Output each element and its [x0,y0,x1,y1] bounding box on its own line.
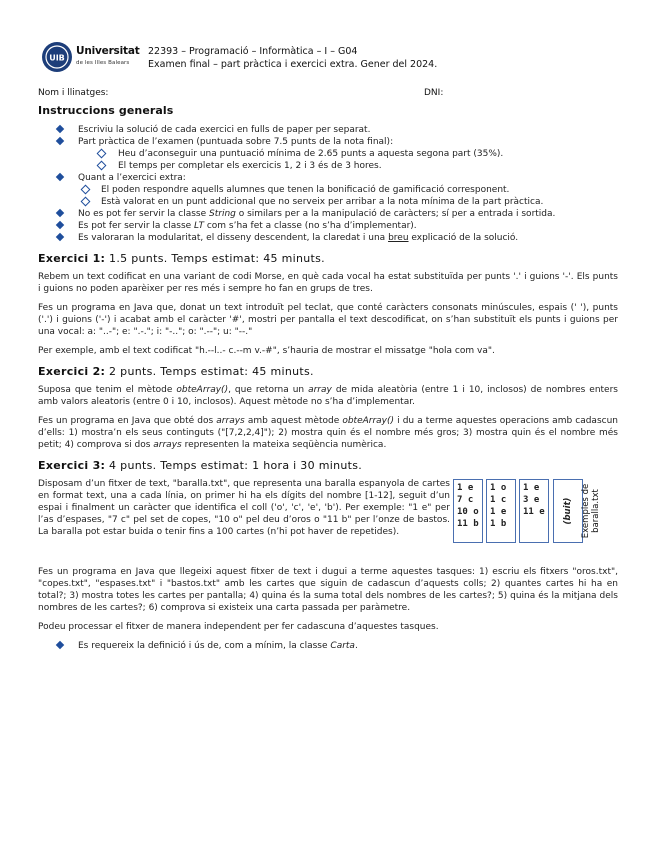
svg-text:UIB: UIB [49,53,65,63]
name-field-label: Nom i llinatges: [38,88,109,98]
sub-list-item: El temps per completar els exercicis 1, 2 i 3 és de 3 hores. [78,160,618,172]
exercise-2-title: Exercici 2: 2 punts. Temps estimat: 45 minuts. [38,365,314,378]
sub-list [78,184,618,208]
bullet-icon [56,173,64,181]
example-file-3: 1 e 3 e 11 e [519,479,549,543]
list-item: Quant a l’exercici extra: El poden respondre aquells alumnes que tenen la bonificació de gamificació corresponent. Està valorat en un punt addicional que no serveix per arribar a la nota mínima de la part pràctica. [38,172,618,208]
exercise-2-paragraph: Suposa que tenim el mètode obteArray(), que retorna un array de mida aleatòria (entre 1 i 10, inclosos) de nombres enters amb valors aleatoris (entre 0 i 10, inclosos). Aquest mètode no s’ha d’implementar. [38,385,618,407]
dni-field-label: DNI: [424,88,444,98]
instructions-title: Instruccions generals [38,104,174,117]
example-file-empty: (buit) [553,479,583,543]
exercise-1-paragraph: Per exemple, amb el text codificat "h.--l..- c.--m v.-#", s’hauria de mostrar el missatge "hola com va". [38,346,495,356]
list-item: Es requereix la definició i ús de, com a mínim, la classe Carta. [38,640,618,652]
example-files [453,479,625,545]
exercise-3-paragraph: Podeu processar el fitxer de manera independent per fer cadascuna d’aquestes tasques. [38,622,439,632]
exercise-3-paragraph: Disposam d’un fitxer de text, "baralla.txt", que representa una baralla espanyola de cartes en format text, una a cada línia, on primer hi ha els dígits del nombre [1-12], seguit d’un espai i finalment un caràcter que identifica el coll ('o', 'c', 'e', 'b'). Per exemple: "1 e" per l’as d’espases, "7 c" pel set de copes, "10 o" pel deu d’oros o "11 b" per l’onze de bastos. La baralla pot estar buida o tenir fins a 100 cartes (n’hi pot haver de repetides). [38,479,450,537]
exam-content [38,105,618,652]
exercise-3-intro [38,478,618,560]
list-item: No es pot fer servir la classe String o similars per a la manipulació de caràcters; sí per a entrada i sortida. [38,208,618,220]
instructions-list [38,124,618,244]
sub-list-item: Heu d’aconseguir una puntuació mínima de 2.65 punts a aquesta segona part (35%). [78,148,618,160]
sub-bullet-icon [81,185,91,195]
exercise-3-requirements [38,640,618,652]
examples-caption: Exemples de baralla.txt [581,483,601,539]
bullet-icon [56,221,64,229]
bullet-icon [56,209,64,217]
header-text [148,45,437,71]
page-header [42,40,602,76]
sub-bullet-icon [97,149,107,159]
example-file-1: 1 e 7 c 10 o 11 b [453,479,483,543]
exam-line: Examen final – part pràctica i exercici extra. Gener del 2024. [148,59,438,70]
logo-name: Universitat [76,45,140,57]
exercise-1-paragraph: Fes un programa en Java que, donat un text introduït pel teclat, que conté caràcters consonats minúscules, espais (' '), punts ('.') i guions ('-') i acabat amb el caràcter '#', mostri per pantalla el text descodificat, on s’han substituït els punts i guions per una vocal: a: "..-"; e: ".-."; i: "-.."; o: ".--"; u: "--." [38,303,618,337]
list-item: Es valoraran la modularitat, el disseny descendent, la claredat i una breu explicació de la solució. [38,232,618,244]
bullet-icon [56,233,64,241]
example-file-2: 1 o 1 c 1 e 1 b [486,479,516,543]
university-logo [42,40,142,76]
logo-mark-icon [42,42,72,72]
sub-list-item: Està valorat en un punt addicional que no serveix per arribar a la nota mínima de la part pràctica. [78,196,618,208]
bullet-icon [56,137,64,145]
list-item: Escriviu la solució de cada exercici en fulls de paper per separat. [38,124,618,136]
course-line: 22393 – Programació – Informàtica – I – G04 [148,46,358,57]
sub-bullet-icon [81,197,91,207]
exercise-2-paragraph: Fes un programa en Java que obté dos arrays amb aquest mètode obteArray() i du a terme aquestes operacions amb cadascun d’ells: 1) mostra’n els seus continguts ("[7,2,2,4]"); 2) mostra quin és el nombre més gros; 3) mostra quin és el nombre més petit; 4) comprova si dos arrays representen la mateixa seqüència numèrica. [38,416,618,450]
exercise-3-paragraph: Fes un programa en Java que llegeixi aquest fitxer de text i dugui a terme aquestes tasques: 1) escriu els fitxers "oros.txt", "copes.txt", "espases.txt" i "bastos.txt" amb les cartes que siguin de cadascun d’aquests colls; 2) quantes cartes hi ha en total?; 3) mostra totes les cartes per pantalla; 4) quina és la suma total dels nombres de les cartes?; 5) quina és la mitjana dels nombres de les cartes?; 6) comprova si existeix una carta passada per paràmetre. [38,567,618,613]
logo-subtitle: de les Illes Balears [76,60,130,66]
exercise-1-title: Exercici 1: 1.5 punts. Temps estimat: 45 minuts. [38,252,325,265]
bullet-icon [56,125,64,133]
sub-list [78,148,618,172]
sub-list-item: El poden respondre aquells alumnes que tenen la bonificació de gamificació corresponent. [78,184,618,196]
list-item: Part pràctica de l’examen (puntuada sobre 7.5 punts de la nota final): Heu d’aconseguir una puntuació mínima de 2.65 punts a aquesta segona part (35%). El temps per completar els exercicis 1, 2 i 3 és de 3 hores. [38,136,618,172]
exercise-3-title: Exercici 3: 4 punts. Temps estimat: 1 hora i 30 minuts. [38,459,363,472]
list-item: Es pot fer servir la classe LT com s’ha fet a classe (no s’ha d’implementar). [38,220,618,232]
exercise-1-paragraph: Rebem un text codificat en una variant de codi Morse, en què cada vocal ha estat substituïda per punts '.' i guions '-'. Els punts i guions no poden aparèixer per res més i sempre ho fan en grups de tres. [38,272,618,294]
sub-bullet-icon [97,161,107,171]
bullet-icon [56,641,64,649]
